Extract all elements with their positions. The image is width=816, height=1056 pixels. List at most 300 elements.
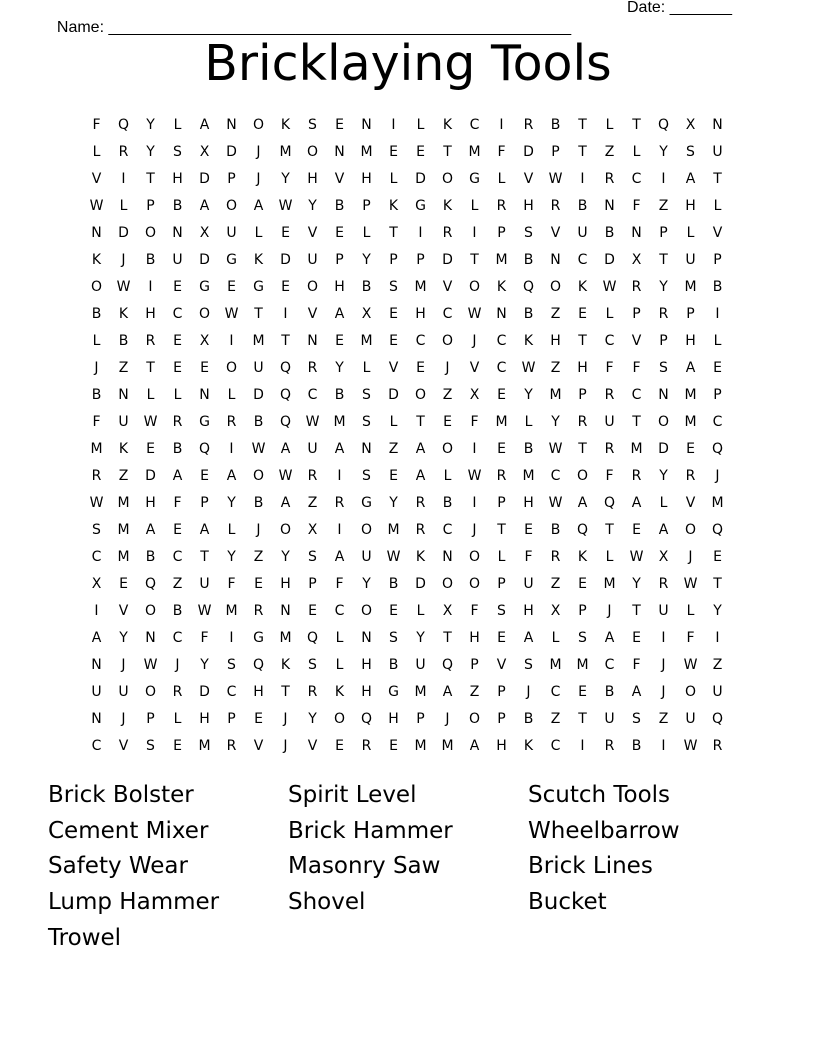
grid-letter[interactable]: O [144, 603, 157, 619]
grid-letter[interactable]: N [712, 117, 723, 133]
grid-letter[interactable]: U [361, 549, 372, 565]
date-field-label[interactable]: Date: _______ [627, 0, 732, 16]
grid-letter[interactable]: M [279, 630, 292, 646]
grid-letter[interactable]: N [91, 657, 102, 673]
grid-letter[interactable]: A [604, 630, 615, 646]
grid-letter[interactable]: S [524, 657, 533, 673]
grid-letter[interactable]: R [604, 171, 615, 187]
grid-letter[interactable]: M [522, 468, 535, 484]
grid-letter[interactable]: P [497, 495, 506, 511]
grid-letter[interactable]: T [659, 252, 668, 268]
grid-letter[interactable]: G [469, 171, 480, 187]
grid-letter[interactable]: Y [659, 144, 668, 160]
grid-letter[interactable]: Q [279, 360, 292, 376]
grid-letter[interactable]: O [549, 279, 562, 295]
grid-letter[interactable]: P [659, 333, 668, 349]
grid-letter[interactable]: O [468, 576, 481, 592]
grid-letter[interactable]: R [577, 414, 588, 430]
grid-letter[interactable]: B [604, 684, 615, 700]
grid-letter[interactable]: Z [658, 711, 669, 727]
grid-letter[interactable]: W [683, 738, 698, 754]
grid-letter[interactable]: I [499, 117, 504, 133]
grid-letter[interactable]: Y [551, 414, 560, 430]
grid-letter[interactable]: Y [308, 711, 317, 727]
grid-letter[interactable]: R [604, 441, 615, 457]
grid-letter[interactable]: T [632, 117, 641, 133]
grid-letter[interactable]: Y [362, 576, 371, 592]
grid-letter[interactable]: E [227, 279, 236, 295]
grid-letter[interactable]: V [118, 603, 129, 619]
grid-letter[interactable]: Q [576, 522, 589, 538]
grid-letter[interactable]: H [388, 711, 399, 727]
grid-letter[interactable]: U [415, 657, 426, 673]
grid-letter[interactable]: N [604, 198, 615, 214]
grid-letter[interactable]: R [226, 738, 237, 754]
grid-letter[interactable]: Z [469, 684, 480, 700]
grid-letter[interactable]: X [199, 144, 210, 160]
grid-letter[interactable]: L [659, 495, 668, 511]
grid-letter[interactable]: D [523, 144, 534, 160]
grid-letter[interactable]: B [523, 711, 534, 727]
grid-letter[interactable]: U [712, 684, 723, 700]
grid-letter[interactable]: C [226, 684, 237, 700]
grid-letter[interactable]: L [551, 630, 560, 646]
grid-letter[interactable]: F [497, 144, 506, 160]
grid-letter[interactable]: T [416, 414, 425, 430]
grid-letter[interactable]: Z [550, 360, 561, 376]
grid-letter[interactable]: H [253, 684, 264, 700]
grid-letter[interactable]: D [226, 144, 237, 160]
grid-letter[interactable]: Q [117, 117, 130, 133]
grid-letter[interactable]: V [523, 171, 534, 187]
grid-letter[interactable]: T [281, 684, 290, 700]
grid-letter[interactable]: E [173, 360, 182, 376]
grid-letter[interactable]: K [442, 117, 453, 133]
grid-letter[interactable]: Y [659, 279, 668, 295]
grid-letter[interactable]: Q [279, 387, 292, 403]
grid-letter[interactable]: E [119, 576, 128, 592]
grid-letter[interactable]: R [172, 414, 183, 430]
grid-letter[interactable]: T [200, 549, 209, 565]
grid-letter[interactable]: R [172, 684, 183, 700]
grid-letter[interactable]: J [715, 468, 720, 484]
grid-letter[interactable]: J [121, 657, 126, 673]
grid-letter[interactable]: U [118, 684, 129, 700]
grid-letter[interactable]: B [334, 387, 345, 403]
grid-letter[interactable]: N [307, 333, 318, 349]
grid-letter[interactable]: X [442, 603, 453, 619]
grid-letter[interactable]: M [441, 738, 454, 754]
grid-letter[interactable]: H [469, 630, 480, 646]
grid-letter[interactable]: L [605, 117, 614, 133]
grid-letter[interactable]: I [121, 171, 126, 187]
grid-letter[interactable]: M [360, 144, 373, 160]
grid-letter[interactable]: P [497, 576, 506, 592]
grid-letter[interactable]: T [443, 144, 452, 160]
grid-letter[interactable]: I [661, 171, 666, 187]
grid-letter[interactable]: T [578, 711, 587, 727]
grid-letter[interactable]: R [145, 333, 156, 349]
grid-letter[interactable]: F [92, 117, 101, 133]
grid-letter[interactable]: W [602, 279, 617, 295]
grid-letter[interactable]: I [715, 630, 720, 646]
grid-letter[interactable]: A [658, 522, 669, 538]
grid-letter[interactable]: C [604, 333, 615, 349]
grid-letter[interactable]: L [497, 171, 506, 187]
grid-letter[interactable]: S [578, 630, 587, 646]
grid-letter[interactable]: E [578, 306, 587, 322]
grid-letter[interactable]: Y [146, 117, 155, 133]
grid-letter[interactable]: V [91, 171, 102, 187]
grid-letter[interactable]: P [578, 387, 587, 403]
grid-letter[interactable]: Q [252, 657, 265, 673]
grid-letter[interactable]: V [307, 306, 318, 322]
grid-letter[interactable]: O [468, 549, 481, 565]
grid-letter[interactable]: K [523, 333, 534, 349]
grid-letter[interactable]: Y [227, 549, 236, 565]
grid-letter[interactable]: Y [389, 495, 398, 511]
grid-letter[interactable]: I [337, 522, 342, 538]
grid-letter[interactable]: E [335, 225, 344, 241]
grid-letter[interactable]: A [199, 522, 210, 538]
grid-letter[interactable]: L [497, 549, 506, 565]
grid-letter[interactable]: B [388, 576, 399, 592]
grid-letter[interactable]: X [199, 225, 210, 241]
grid-letter[interactable]: K [442, 198, 453, 214]
grid-letter[interactable]: G [226, 252, 237, 268]
grid-letter[interactable]: I [283, 306, 288, 322]
grid-letter[interactable]: H [361, 657, 372, 673]
grid-letter[interactable]: F [200, 630, 209, 646]
grid-letter[interactable]: O [306, 144, 319, 160]
grid-letter[interactable]: Y [632, 576, 641, 592]
grid-letter[interactable]: D [388, 387, 399, 403]
grid-letter[interactable]: N [199, 387, 210, 403]
grid-letter[interactable]: L [686, 225, 695, 241]
grid-letter[interactable]: E [578, 684, 587, 700]
grid-letter[interactable]: S [389, 630, 398, 646]
grid-letter[interactable]: O [441, 576, 454, 592]
grid-letter[interactable]: E [632, 522, 641, 538]
grid-letter[interactable]: V [307, 738, 318, 754]
grid-letter[interactable]: X [631, 252, 642, 268]
grid-letter[interactable]: M [630, 441, 643, 457]
grid-letter[interactable]: G [199, 279, 210, 295]
grid-letter[interactable]: T [713, 576, 722, 592]
grid-letter[interactable]: I [391, 117, 396, 133]
grid-letter[interactable]: E [146, 441, 155, 457]
grid-letter[interactable]: P [389, 252, 398, 268]
grid-letter[interactable]: L [686, 603, 695, 619]
grid-letter[interactable]: T [281, 333, 290, 349]
grid-letter[interactable]: A [685, 171, 696, 187]
grid-letter[interactable]: S [308, 657, 317, 673]
grid-letter[interactable]: P [686, 306, 695, 322]
grid-letter[interactable]: E [686, 441, 695, 457]
grid-letter[interactable]: A [280, 495, 291, 511]
grid-letter[interactable]: R [226, 414, 237, 430]
grid-letter[interactable]: O [441, 171, 454, 187]
name-field-label[interactable]: Name: ____________________________________________________ [56, 19, 572, 36]
grid-letter[interactable]: G [415, 198, 426, 214]
grid-letter[interactable]: H [361, 684, 372, 700]
grid-letter[interactable]: I [229, 333, 234, 349]
grid-letter[interactable]: R [523, 117, 534, 133]
grid-letter[interactable]: R [712, 738, 723, 754]
grid-letter[interactable]: L [605, 549, 614, 565]
grid-letter[interactable]: N [145, 630, 156, 646]
grid-letter[interactable]: F [227, 576, 236, 592]
grid-letter[interactable]: R [415, 495, 426, 511]
grid-letter[interactable]: C [712, 414, 723, 430]
grid-letter[interactable]: Y [308, 198, 317, 214]
grid-letter[interactable]: O [657, 414, 670, 430]
grid-letter[interactable]: U [604, 414, 615, 430]
grid-letter[interactable]: K [91, 252, 102, 268]
grid-letter[interactable]: D [118, 225, 129, 241]
grid-letter[interactable]: A [226, 468, 237, 484]
grid-letter[interactable]: V [469, 360, 480, 376]
grid-letter[interactable]: L [92, 333, 101, 349]
grid-letter[interactable]: Q [711, 522, 724, 538]
grid-letter[interactable]: K [253, 252, 264, 268]
grid-letter[interactable]: K [280, 117, 291, 133]
grid-letter[interactable]: D [658, 441, 669, 457]
grid-letter[interactable]: R [415, 522, 426, 538]
grid-letter[interactable]: P [335, 252, 344, 268]
grid-letter[interactable]: A [523, 630, 534, 646]
grid-letter[interactable]: O [468, 279, 481, 295]
grid-letter[interactable]: Z [118, 468, 129, 484]
grid-letter[interactable]: L [146, 387, 155, 403]
grid-letter[interactable]: E [389, 144, 398, 160]
grid-letter[interactable]: B [253, 495, 264, 511]
grid-letter[interactable]: H [577, 360, 588, 376]
grid-letter[interactable]: M [684, 387, 697, 403]
grid-letter[interactable]: L [362, 360, 371, 376]
grid-letter[interactable]: N [280, 603, 291, 619]
grid-letter[interactable]: Y [416, 630, 425, 646]
grid-letter[interactable]: Q [441, 657, 454, 673]
grid-letter[interactable]: R [631, 279, 642, 295]
grid-letter[interactable]: H [145, 495, 156, 511]
grid-letter[interactable]: A [577, 495, 588, 511]
grid-letter[interactable]: T [578, 117, 587, 133]
grid-letter[interactable]: P [713, 387, 722, 403]
grid-letter[interactable]: F [173, 495, 182, 511]
grid-letter[interactable]: P [551, 144, 560, 160]
grid-letter[interactable]: Z [442, 387, 453, 403]
grid-letter[interactable]: M [279, 144, 292, 160]
grid-letter[interactable]: P [227, 711, 236, 727]
grid-letter[interactable]: M [198, 738, 211, 754]
grid-letter[interactable]: O [684, 684, 697, 700]
grid-letter[interactable]: X [550, 603, 561, 619]
grid-letter[interactable]: Q [603, 495, 616, 511]
grid-letter[interactable]: X [658, 549, 669, 565]
grid-letter[interactable]: I [337, 468, 342, 484]
grid-letter[interactable]: O [684, 522, 697, 538]
grid-letter[interactable]: M [387, 522, 400, 538]
grid-letter[interactable]: M [252, 333, 265, 349]
grid-letter[interactable]: U [658, 603, 669, 619]
grid-letter[interactable]: L [362, 225, 371, 241]
grid-letter[interactable]: M [495, 414, 508, 430]
grid-letter[interactable]: S [362, 387, 371, 403]
grid-letter[interactable]: E [173, 738, 182, 754]
grid-letter[interactable]: V [334, 171, 345, 187]
grid-letter[interactable]: H [145, 306, 156, 322]
grid-letter[interactable]: S [362, 468, 371, 484]
grid-letter[interactable]: E [200, 360, 209, 376]
grid-letter[interactable]: W [143, 657, 158, 673]
grid-letter[interactable]: W [278, 198, 293, 214]
grid-letter[interactable]: Q [306, 630, 319, 646]
grid-letter[interactable]: B [604, 225, 615, 241]
grid-letter[interactable]: O [360, 603, 373, 619]
grid-letter[interactable]: F [524, 549, 533, 565]
grid-letter[interactable]: G [253, 279, 264, 295]
grid-letter[interactable]: G [199, 414, 210, 430]
grid-letter[interactable]: N [91, 225, 102, 241]
grid-letter[interactable]: I [148, 279, 153, 295]
grid-letter[interactable]: J [121, 711, 126, 727]
grid-letter[interactable]: Z [550, 711, 561, 727]
grid-letter[interactable]: E [173, 279, 182, 295]
grid-letter[interactable]: X [685, 117, 696, 133]
grid-letter[interactable]: P [416, 252, 425, 268]
grid-letter[interactable]: X [91, 576, 102, 592]
grid-letter[interactable]: Q [144, 576, 157, 592]
grid-letter[interactable]: W [683, 576, 698, 592]
grid-letter[interactable]: H [550, 333, 561, 349]
grid-letter[interactable]: O [225, 198, 238, 214]
grid-letter[interactable]: R [442, 225, 453, 241]
grid-letter[interactable]: U [307, 252, 318, 268]
grid-letter[interactable]: Y [281, 549, 290, 565]
grid-letter[interactable]: L [470, 198, 479, 214]
grid-letter[interactable]: M [495, 252, 508, 268]
grid-letter[interactable]: A [415, 468, 426, 484]
grid-letter[interactable]: W [683, 657, 698, 673]
grid-letter[interactable]: E [497, 441, 506, 457]
grid-letter[interactable]: Y [524, 387, 533, 403]
grid-letter[interactable]: Y [281, 171, 290, 187]
grid-letter[interactable]: R [685, 468, 696, 484]
grid-letter[interactable]: P [146, 198, 155, 214]
grid-letter[interactable]: I [580, 171, 585, 187]
grid-letter[interactable]: O [252, 117, 265, 133]
grid-letter[interactable]: B [118, 333, 129, 349]
grid-letter[interactable]: W [386, 549, 401, 565]
grid-letter[interactable]: L [335, 630, 344, 646]
grid-letter[interactable]: F [335, 576, 344, 592]
grid-letter[interactable]: L [389, 171, 398, 187]
grid-letter[interactable]: A [280, 441, 291, 457]
grid-letter[interactable]: H [685, 333, 696, 349]
grid-letter[interactable]: Z [253, 549, 264, 565]
grid-letter[interactable]: V [496, 657, 507, 673]
grid-letter[interactable]: Y [200, 657, 209, 673]
grid-letter[interactable]: T [578, 441, 587, 457]
grid-letter[interactable]: N [442, 549, 453, 565]
grid-letter[interactable]: L [416, 603, 425, 619]
grid-letter[interactable]: I [715, 306, 720, 322]
grid-letter[interactable]: C [604, 657, 615, 673]
grid-letter[interactable]: R [91, 468, 102, 484]
grid-letter[interactable]: K [118, 441, 129, 457]
grid-letter[interactable]: N [172, 225, 183, 241]
grid-letter[interactable]: M [333, 414, 346, 430]
grid-letter[interactable]: S [308, 549, 317, 565]
grid-letter[interactable]: P [632, 306, 641, 322]
grid-letter[interactable]: E [173, 522, 182, 538]
grid-letter[interactable]: R [604, 387, 615, 403]
grid-letter[interactable]: L [713, 198, 722, 214]
grid-letter[interactable]: F [92, 414, 101, 430]
grid-letter[interactable]: R [253, 603, 264, 619]
grid-letter[interactable]: T [632, 603, 641, 619]
grid-letter[interactable]: V [442, 279, 453, 295]
grid-letter[interactable]: K [577, 279, 588, 295]
grid-letter[interactable]: C [577, 252, 588, 268]
grid-letter[interactable]: O [306, 279, 319, 295]
grid-letter[interactable]: J [94, 360, 99, 376]
grid-letter[interactable]: R [361, 738, 372, 754]
grid-letter[interactable]: M [576, 657, 589, 673]
grid-letter[interactable]: E [281, 279, 290, 295]
grid-letter[interactable]: T [146, 360, 155, 376]
grid-letter[interactable]: K [388, 198, 399, 214]
grid-letter[interactable]: H [415, 306, 426, 322]
grid-letter[interactable]: M [117, 522, 130, 538]
grid-letter[interactable]: G [361, 495, 372, 511]
grid-letter[interactable]: C [334, 603, 345, 619]
grid-letter[interactable]: R [496, 198, 507, 214]
grid-letter[interactable]: W [224, 306, 239, 322]
grid-letter[interactable]: C [469, 117, 480, 133]
grid-letter[interactable]: W [89, 198, 104, 214]
grid-letter[interactable]: N [631, 225, 642, 241]
grid-letter[interactable]: A [91, 630, 102, 646]
grid-letter[interactable]: F [632, 198, 641, 214]
grid-letter[interactable]: R [658, 576, 669, 592]
grid-letter[interactable]: Y [713, 603, 722, 619]
grid-letter[interactable]: K [280, 657, 291, 673]
grid-letter[interactable]: S [497, 603, 506, 619]
grid-letter[interactable]: Q [360, 711, 373, 727]
grid-letter[interactable]: E [389, 738, 398, 754]
grid-letter[interactable]: Q [657, 117, 670, 133]
grid-letter[interactable]: F [632, 360, 641, 376]
grid-letter[interactable]: F [632, 657, 641, 673]
grid-letter[interactable]: N [361, 117, 372, 133]
grid-letter[interactable]: S [389, 279, 398, 295]
grid-letter[interactable]: V [307, 225, 318, 241]
grid-letter[interactable]: E [389, 333, 398, 349]
grid-letter[interactable]: R [550, 549, 561, 565]
grid-letter[interactable]: M [684, 279, 697, 295]
grid-letter[interactable]: J [445, 360, 450, 376]
grid-letter[interactable]: E [173, 333, 182, 349]
grid-letter[interactable]: L [443, 468, 452, 484]
grid-letter[interactable]: D [199, 171, 210, 187]
grid-letter[interactable]: N [550, 252, 561, 268]
grid-letter[interactable]: B [388, 657, 399, 673]
grid-letter[interactable]: C [442, 522, 453, 538]
grid-letter[interactable]: Y [335, 360, 344, 376]
grid-letter[interactable]: E [713, 360, 722, 376]
